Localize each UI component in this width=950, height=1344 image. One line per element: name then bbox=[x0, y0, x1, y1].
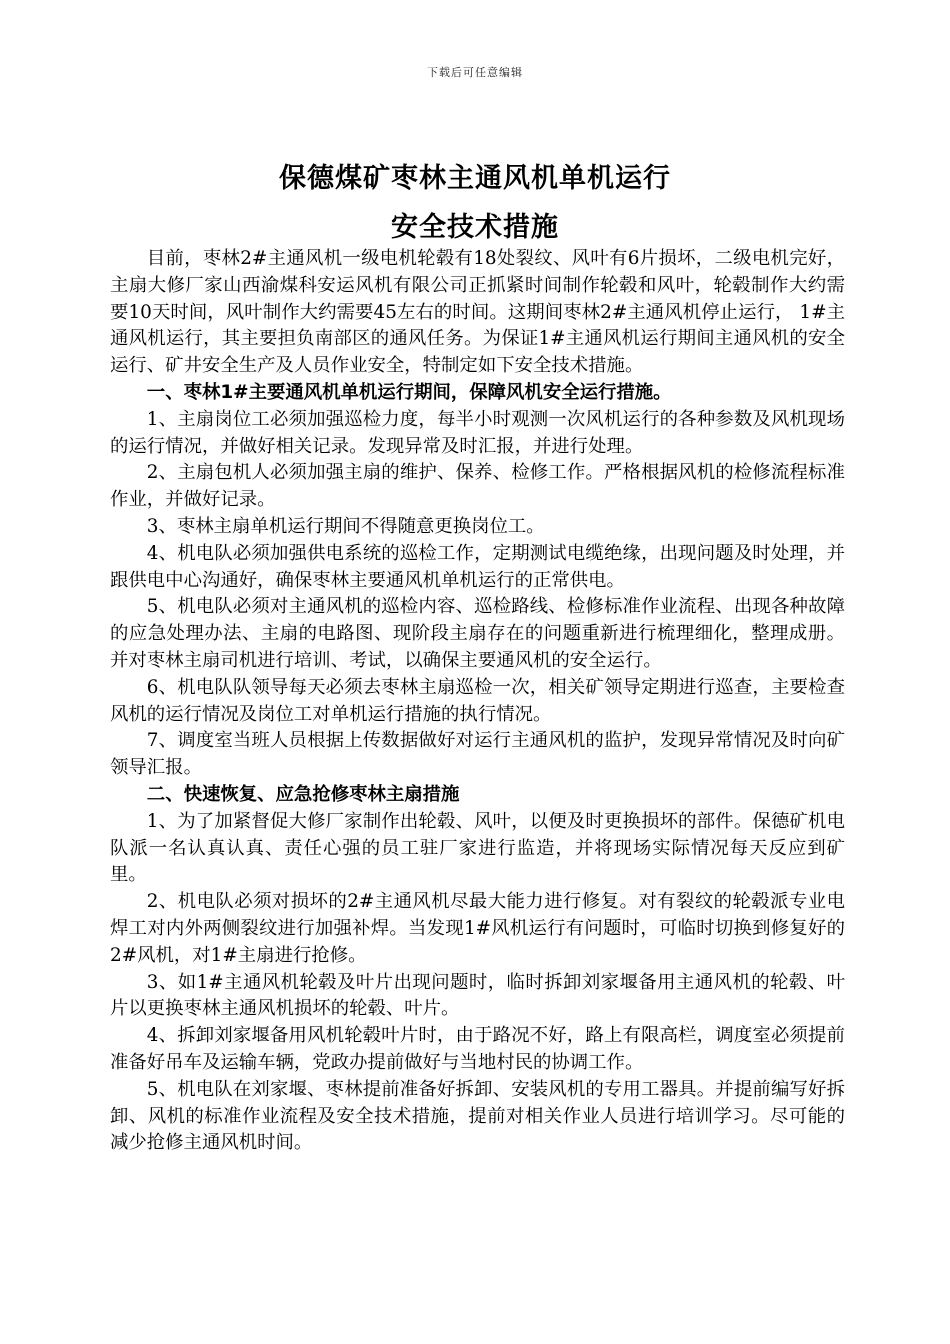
section-1-item: 6、机电队队领导每天必须去枣林主扇巡检一次，相关矿领导定期进行巡查，主要检查风机的运行情况及岗位工对单机运行措施的执行情况。 bbox=[110, 676, 845, 725]
section-1-item: 4、机电队必须加强供电系统的巡检工作，定期测试电缆绝缘，出现问题及时处理，并跟供电中心沟通好，确保枣林主要通风机单机运行的正常供电。 bbox=[110, 542, 845, 591]
section-1-item: 3、枣林主扇单机运行期间不得随意更换岗位工。 bbox=[146, 515, 545, 537]
section-2-item: 2、机电队必须对损坏的2#主通风机尽最大能力进行修复。对有裂纹的轮毂派专业电焊工对内外两侧裂纹进行加强补焊。当发现1#风机运行有问题时，可临时切换到修复好的2#风机，对1#主扇进行抢修。 bbox=[110, 891, 845, 966]
document-title: 保德煤矿枣林主通风机单机运行 bbox=[279, 163, 671, 194]
intro-paragraph: 目前，枣林2#主通风机一级电机轮毂有18处裂纹、风叶有6片损坏，二级电机完好，主扇大修厂家山西渝煤科安运风机有限公司正抓紧时间制作轮毂和风叶，轮毂制作大约需要10天时间，风叶制作大约需要45左右的时间。这期间枣林2#主通风机停止运行， 1#主通风机运行，其主要担负南部区的通风任务。为保证1#主通风机运行期间主通风机的安全运行、矿井安全生产及人员作业安全，特制定如下安全技术措施。 bbox=[110, 248, 845, 377]
document-subtitle: 安全技术措施 bbox=[391, 212, 559, 243]
section-1-item: 7、调度室当班人员根据上传数据做好对运行主通风机的监护，发现异常情况及时向矿领导汇报。 bbox=[110, 730, 845, 779]
section-2-item: 5、机电队在刘家堰、枣林提前准备好拆卸、安装风机的专用工器具。并提前编写好拆卸、风机的标准作业流程及安全技术措施，提前对相关作业人员进行培训学习。尽可能的减少抢修主通风机时间。 bbox=[110, 1078, 845, 1154]
section-1-item: 5、机电队必须对主通风机的巡检内容、巡检路线、检修标准作业流程、出现各种故障的应急处理办法、主扇的电路图、现阶段主扇存在的问题重新进行梳理细化，整理成册。并对枣林主扇司机进行培训、考试，以确保主要通风机的安全运行。 bbox=[110, 596, 845, 671]
section-1-item: 2、主扇包机人必须加强主扇的维护、保养、检修工作。严格根据风机的检修流程标准作业，并做好记录。 bbox=[110, 462, 845, 511]
page-header-note: 下载后可任意编辑 bbox=[427, 66, 523, 79]
section-2-item: 4、拆卸刘家堰备用风机轮毂叶片时，由于路况不好，路上有限高栏，调度室必须提前准备好吊车及运输车辆，党政办提前做好与当地村民的协调工作。 bbox=[110, 1025, 845, 1073]
section-1-heading: 一、枣林1#主要通风机单机运行期间，保障风机安全运行措施。 bbox=[146, 381, 672, 403]
document-body bbox=[110, 246, 845, 1157]
section-2-item: 3、如1#主通风机轮毂及叶片出现问题时，临时拆卸刘家堰备用主通风机的轮毂、叶片以更换枣林主通风机损坏的轮毂、叶片。 bbox=[110, 971, 845, 1020]
section-1-item: 1、主扇岗位工必须加强巡检力度，每半小时观测一次风机运行的各种参数及风机现场的运行情况，并做好相关记录。发现异常及时汇报，并进行处理。 bbox=[110, 408, 845, 457]
section-2-item: 1、为了加紧督促大修厂家制作出轮毂、风叶，以便及时更换损坏的部件。保德矿机电队派一名认真认真、责任心强的员工驻厂家进行监造，并将现场实际情况每天反应到矿里。 bbox=[110, 810, 845, 886]
section-2-heading: 二、快速恢复、应急抢修枣林主扇措施 bbox=[146, 783, 460, 805]
